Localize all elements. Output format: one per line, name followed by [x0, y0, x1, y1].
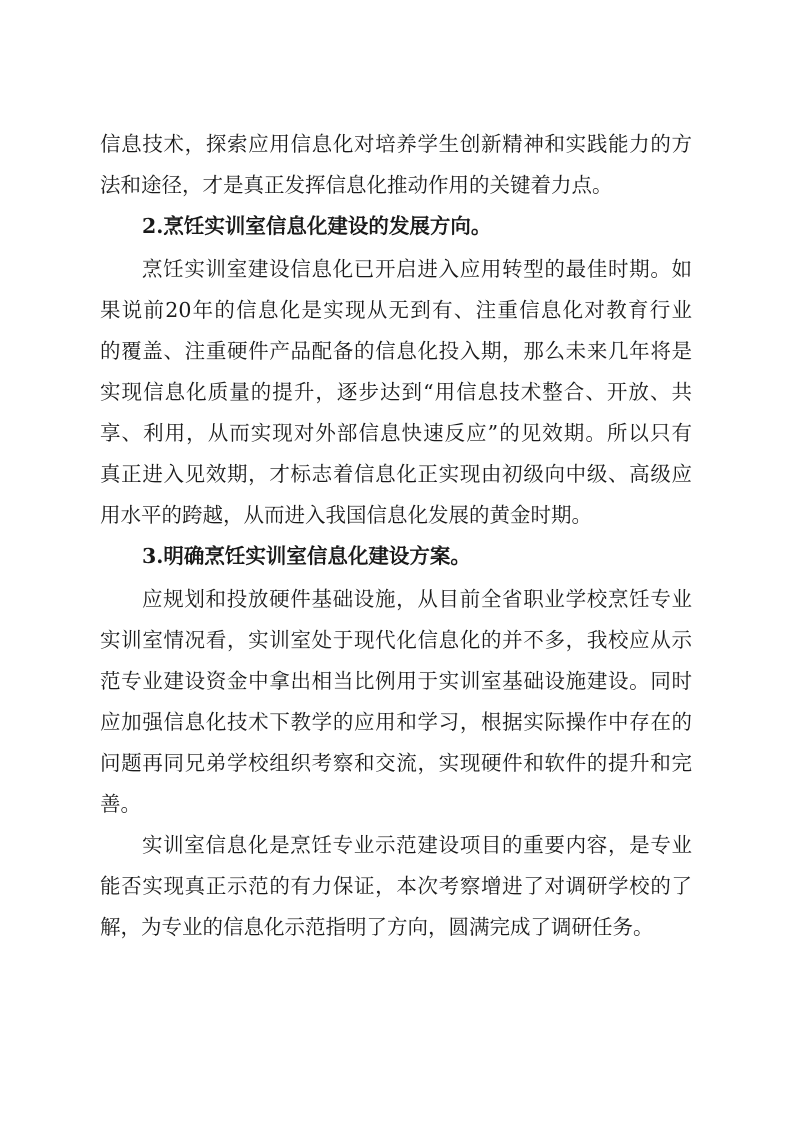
paragraph-line: 实训室信息化是烹饪专业示范建设项目的重要内容，是专业 [142, 833, 692, 857]
paragraph-line: 信息技术，探索应用信息化对培养学生创新精神和实践能力的方 [100, 132, 692, 156]
paragraph-line: 烹饪实训室建设信息化已开启进入应用转型的最佳时期。如 [142, 257, 692, 281]
paragraph-line: 用水平的跨越，从而进入我国信息化发展的黄金时期。 [100, 503, 592, 527]
paragraph-line: 范专业建设资金中拿出相当比例用于实训室基础设施建设。同时 [100, 669, 692, 693]
paragraph-line: 能否实现真正示范的有力保证，本次考察增进了对调研学校的了 [100, 874, 692, 898]
paragraph-line: 真正进入见效期，才标志着信息化正实现由初级向中级、高级应 [100, 462, 692, 486]
paragraph-line: 实现信息化质量的提升，逐步达到“用信息技术整合、开放、共 [100, 380, 692, 404]
paragraph-line: 应加强信息化技术下教学的应用和学习，根据实际操作中存在的 [100, 710, 692, 734]
section-heading: 3.明确烹饪实训室信息化建设方案。 [142, 544, 471, 568]
paragraph-line: 享、利用，从而实现对外部信息快速反应”的见效期。所以只有 [100, 421, 692, 445]
paragraph-line: 应规划和投放硬件基础设施，从目前全省职业学校烹饪专业 [142, 587, 692, 611]
paragraph-line: 解，为专业的信息化示范指明了方向，圆满完成了调研任务。 [100, 915, 654, 939]
paragraph-line: 问题再同兄弟学校组织考察和交流，实现硬件和软件的提升和完 [100, 751, 692, 775]
paragraph-line: 果说前20年的信息化是实现从无到有、注重信息化对教育行业 [100, 298, 692, 322]
paragraph-line: 实训室情况看，实训室处于现代化信息化的并不多，我校应从示 [100, 628, 692, 652]
paragraph-line: 善。 [100, 792, 141, 816]
section-heading: 2.烹饪实训室信息化建设的发展方向。 [142, 214, 492, 238]
paragraph-line: 法和途径，才是真正发挥信息化推动作用的关键着力点。 [100, 173, 613, 197]
paragraph-line: 的覆盖、注重硬件产品配备的信息化投入期，那么未来几年将是 [100, 339, 692, 363]
